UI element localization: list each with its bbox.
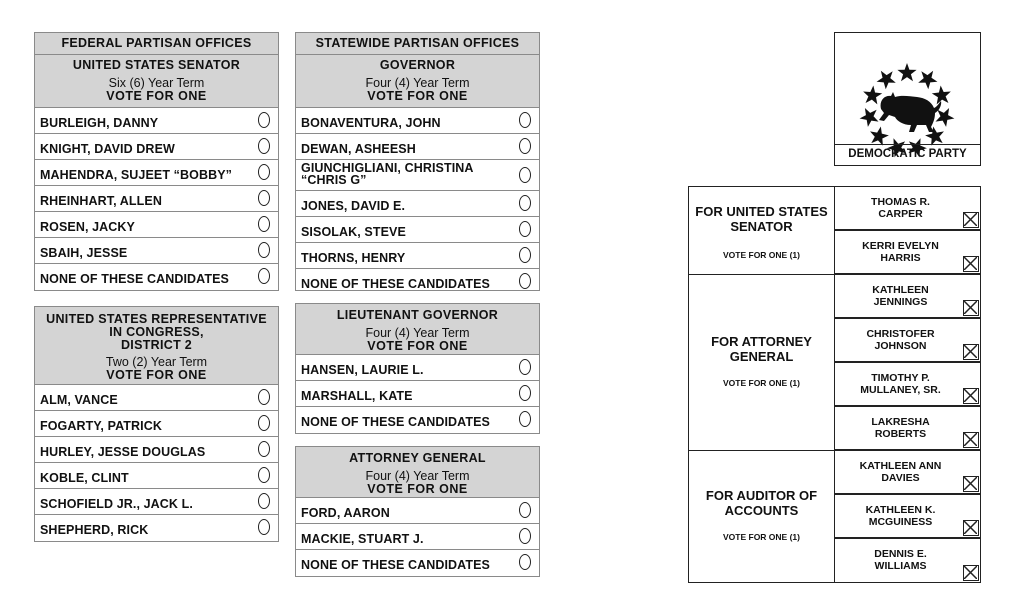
candidate-name-line1: KERRI EVELYN bbox=[862, 240, 939, 252]
vote-bubble[interactable] bbox=[519, 167, 531, 183]
federal-offices-header: FEDERAL PARTISAN OFFICES bbox=[35, 33, 278, 55]
candidate-name: ALM, VANCE bbox=[40, 393, 118, 407]
candidate-box[interactable] bbox=[834, 450, 981, 494]
vote-checkbox[interactable] bbox=[963, 212, 979, 228]
attorney-general-section bbox=[295, 446, 540, 577]
statewide-governor-section bbox=[295, 32, 540, 291]
race-title: ATTORNEY GENERAL bbox=[349, 451, 486, 465]
party-logo-panel bbox=[834, 32, 981, 166]
vote-bubble[interactable] bbox=[258, 190, 270, 206]
race-title: LIEUTENANT GOVERNOR bbox=[336, 308, 499, 322]
candidate-row[interactable] bbox=[35, 160, 278, 186]
candidate-name: BONAVENTURA, JOHN bbox=[301, 116, 441, 130]
vote-bubble[interactable] bbox=[258, 441, 270, 457]
candidate-name: ROSEN, JACKY bbox=[40, 220, 135, 234]
vote-instruction: VOTE FOR ONE bbox=[367, 339, 468, 353]
candidate-name-line1: THOMAS R. bbox=[871, 196, 930, 208]
vote-bubble[interactable] bbox=[258, 138, 270, 154]
candidate-box[interactable] bbox=[834, 406, 981, 450]
candidate-name: KNIGHT, DAVID DREW bbox=[40, 142, 175, 156]
vote-bubble[interactable] bbox=[258, 467, 270, 483]
candidate-name: MARSHALL, KATE bbox=[301, 389, 413, 403]
vote-bubble[interactable] bbox=[519, 195, 531, 211]
candidate-name: MACKIE, STUART J. bbox=[301, 532, 424, 546]
candidate-name-line2: HARRIS bbox=[880, 252, 921, 264]
vote-checkbox[interactable] bbox=[963, 432, 979, 448]
race-title-line3: DISTRICT 2 bbox=[120, 338, 193, 352]
vote-checkbox[interactable] bbox=[963, 565, 979, 581]
candidate-row[interactable] bbox=[296, 191, 539, 217]
vote-bubble[interactable] bbox=[258, 216, 270, 232]
office-title-line1: FOR UNITED STATES bbox=[695, 204, 828, 219]
candidate-row[interactable] bbox=[296, 524, 539, 550]
race-title: UNITED STATES SENATOR bbox=[72, 58, 241, 72]
candidate-name-line2: MCGUINESS bbox=[868, 516, 933, 528]
candidate-box[interactable] bbox=[834, 186, 981, 230]
office-attorney-general bbox=[688, 274, 835, 451]
attorney-general-race-header bbox=[296, 447, 539, 498]
vote-bubble[interactable] bbox=[519, 554, 531, 570]
senator-race-header bbox=[35, 55, 278, 108]
candidate-name: HURLEY, JESSE DOUGLAS bbox=[40, 445, 206, 459]
candidate-row[interactable] bbox=[296, 355, 539, 381]
term-text: Four (4) Year Term bbox=[365, 469, 470, 483]
vote-bubble[interactable] bbox=[519, 138, 531, 154]
office-title-line2: GENERAL bbox=[729, 349, 794, 364]
lt-governor-section bbox=[295, 303, 540, 434]
candidate-name: DEWAN, ASHEESH bbox=[301, 142, 416, 156]
candidate-name bbox=[835, 460, 966, 484]
office-title-line1: FOR ATTORNEY bbox=[711, 334, 812, 349]
candidate-name: BURLEIGH, DANNY bbox=[40, 116, 159, 130]
term-text: Four (4) Year Term bbox=[365, 76, 470, 90]
candidate-name: FOGARTY, PATRICK bbox=[40, 419, 162, 433]
candidate-row[interactable] bbox=[35, 212, 278, 238]
candidate-row[interactable] bbox=[296, 243, 539, 269]
candidate-name: NONE OF THESE CANDIDATES bbox=[40, 272, 229, 286]
vote-instruction: VOTE FOR ONE (1) bbox=[723, 378, 800, 388]
candidate-name-line1: DENNIS E. bbox=[874, 548, 927, 560]
candidate-name-line1: TIMOTHY P. bbox=[871, 372, 930, 384]
vote-instruction: VOTE FOR ONE (1) bbox=[723, 250, 800, 260]
vote-bubble[interactable] bbox=[519, 528, 531, 544]
candidate-name-line2: “CHRIS G” bbox=[301, 173, 367, 187]
office-title-line1: FOR AUDITOR OF bbox=[705, 488, 818, 503]
candidate-box[interactable] bbox=[834, 230, 981, 274]
candidate-name-line1: KATHLEEN bbox=[872, 284, 929, 296]
candidate-row[interactable] bbox=[35, 411, 278, 437]
vote-instruction: VOTE FOR ONE (1) bbox=[723, 532, 800, 542]
candidate-row[interactable] bbox=[35, 515, 278, 541]
candidate-row[interactable] bbox=[35, 238, 278, 264]
candidate-row[interactable] bbox=[35, 489, 278, 515]
candidate-box[interactable] bbox=[834, 362, 981, 406]
vote-bubble[interactable] bbox=[258, 164, 270, 180]
race-title-line1: UNITED STATES REPRESENTATIVE bbox=[46, 312, 267, 326]
candidate-name bbox=[835, 196, 966, 220]
candidate-box[interactable] bbox=[834, 538, 981, 583]
office-title-line2: SENATOR bbox=[730, 219, 793, 234]
vote-checkbox[interactable] bbox=[963, 344, 979, 360]
candidate-box[interactable] bbox=[834, 274, 981, 318]
candidate-name: SISOLAK, STEVE bbox=[301, 225, 406, 239]
candidate-name-line2: ROBERTS bbox=[874, 428, 927, 440]
vote-bubble[interactable] bbox=[258, 268, 270, 284]
candidate-row[interactable] bbox=[296, 217, 539, 243]
vote-bubble[interactable] bbox=[519, 221, 531, 237]
vote-checkbox[interactable] bbox=[963, 256, 979, 272]
vote-instruction: VOTE FOR ONE bbox=[367, 89, 468, 103]
candidate-row[interactable] bbox=[296, 550, 539, 576]
candidate-name: SCHOFIELD JR., JACK L. bbox=[40, 497, 193, 511]
lt-governor-race-header bbox=[296, 304, 539, 355]
candidate-name bbox=[835, 328, 966, 352]
candidate-name: KOBLE, CLINT bbox=[40, 471, 129, 485]
candidate-name-line2: JENNINGS bbox=[873, 296, 928, 308]
candidate-name: NONE OF THESE CANDIDATES bbox=[301, 277, 490, 291]
candidate-row[interactable] bbox=[35, 437, 278, 463]
race-title-line2: IN CONGRESS, bbox=[109, 325, 204, 339]
vote-bubble[interactable] bbox=[519, 359, 531, 375]
candidate-name bbox=[835, 372, 966, 396]
vote-instruction: VOTE FOR ONE bbox=[367, 482, 468, 496]
vote-bubble[interactable] bbox=[519, 273, 531, 289]
office-us-senator bbox=[688, 186, 835, 275]
candidate-row[interactable] bbox=[35, 134, 278, 160]
candidate-name bbox=[835, 284, 966, 308]
term-text: Two (2) Year Term bbox=[105, 355, 208, 369]
vote-instruction: VOTE FOR ONE bbox=[106, 89, 207, 103]
vote-bubble[interactable] bbox=[519, 411, 531, 427]
vote-bubble[interactable] bbox=[519, 502, 531, 518]
candidate-name-line2: JOHNSON bbox=[874, 340, 927, 352]
candidate-name: SHEPHERD, RICK bbox=[40, 523, 149, 537]
federal-representative-section bbox=[34, 306, 279, 542]
candidate-name-line2: WILLIAMS bbox=[874, 560, 927, 572]
candidate-name-line1: KATHLEEN ANN bbox=[859, 460, 942, 472]
governor-race-header bbox=[296, 55, 539, 108]
candidate-row[interactable] bbox=[296, 108, 539, 134]
vote-bubble[interactable] bbox=[258, 519, 270, 535]
vote-bubble[interactable] bbox=[519, 385, 531, 401]
candidate-row[interactable] bbox=[296, 407, 539, 433]
term-text: Six (6) Year Term bbox=[108, 76, 205, 90]
candidate-name: FORD, AARON bbox=[301, 506, 390, 520]
candidate-box[interactable] bbox=[834, 318, 981, 362]
candidate-row[interactable] bbox=[296, 134, 539, 160]
candidate-name: HANSEN, LAURIE L. bbox=[301, 363, 424, 377]
candidate-name: NONE OF THESE CANDIDATES bbox=[301, 558, 490, 572]
federal-senator-section bbox=[34, 32, 279, 291]
vote-bubble[interactable] bbox=[258, 112, 270, 128]
candidate-row[interactable] bbox=[296, 160, 539, 191]
vote-bubble[interactable] bbox=[519, 112, 531, 128]
statewide-offices-header: STATEWIDE PARTISAN OFFICES bbox=[296, 33, 539, 55]
vote-checkbox[interactable] bbox=[963, 300, 979, 316]
vote-checkbox[interactable] bbox=[963, 520, 979, 536]
vote-checkbox[interactable] bbox=[963, 476, 979, 492]
candidate-row[interactable] bbox=[296, 381, 539, 407]
office-title-line2: ACCOUNTS bbox=[724, 503, 799, 518]
candidate-row[interactable] bbox=[35, 108, 278, 134]
candidate-name: MAHENDRA, SUJEET “BOBBY” bbox=[40, 168, 232, 182]
candidate-name-line1: GIUNCHIGLIANI, CHRISTINA bbox=[301, 161, 474, 175]
vote-bubble[interactable] bbox=[258, 493, 270, 509]
candidate-name-line2: MULLANEY, SR. bbox=[860, 384, 941, 396]
candidate-row[interactable] bbox=[35, 385, 278, 411]
candidate-row[interactable] bbox=[296, 498, 539, 524]
candidate-name bbox=[835, 504, 966, 528]
candidate-name bbox=[301, 162, 474, 186]
office-auditor-of-accounts bbox=[688, 450, 835, 583]
candidate-name bbox=[835, 416, 966, 440]
race-title: GOVERNOR bbox=[379, 58, 456, 72]
candidate-name: NONE OF THESE CANDIDATES bbox=[301, 415, 490, 429]
party-name: DEMOCRATIC PARTY bbox=[835, 144, 980, 165]
candidate-row[interactable] bbox=[296, 269, 539, 295]
candidate-name bbox=[835, 240, 966, 264]
vote-bubble[interactable] bbox=[258, 389, 270, 405]
candidate-row[interactable] bbox=[35, 186, 278, 212]
candidate-name: RHEINHART, ALLEN bbox=[40, 194, 162, 208]
candidate-name-line2: CARPER bbox=[878, 208, 923, 220]
candidate-name-line1: LAKRESHA bbox=[871, 416, 930, 428]
candidate-name-line1: KATHLEEN K. bbox=[865, 504, 936, 516]
representative-race-header bbox=[35, 307, 278, 385]
candidate-name: JONES, DAVID E. bbox=[301, 199, 406, 213]
vote-instruction: VOTE FOR ONE bbox=[106, 368, 207, 382]
vote-bubble[interactable] bbox=[258, 415, 270, 431]
candidate-name bbox=[835, 548, 966, 572]
candidate-row[interactable] bbox=[35, 264, 278, 290]
vote-bubble[interactable] bbox=[519, 247, 531, 263]
vote-checkbox[interactable] bbox=[963, 388, 979, 404]
term-text: Four (4) Year Term bbox=[365, 326, 470, 340]
candidate-box[interactable] bbox=[834, 494, 981, 538]
candidate-row[interactable] bbox=[35, 463, 278, 489]
candidate-name: THORNS, HENRY bbox=[301, 251, 406, 265]
candidate-name-line1: CHRISTOFER bbox=[866, 328, 935, 340]
candidate-name: SBAIH, JESSE bbox=[40, 246, 128, 260]
vote-bubble[interactable] bbox=[258, 242, 270, 258]
candidate-name-line2: DAVIES bbox=[881, 472, 920, 484]
